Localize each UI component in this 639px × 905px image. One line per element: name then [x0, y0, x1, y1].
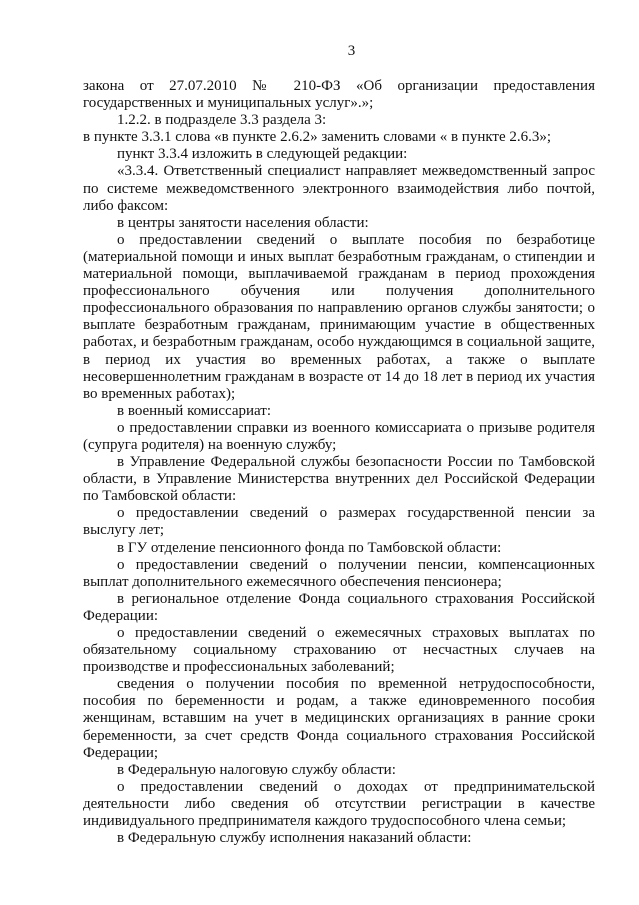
paragraph-insurance-payments: о предоставлении сведений о ежемесячных страховых выплатах по обязательному социальному страхованию от несчастных случаев на производстве и профессиональных заболеваний; [83, 625, 595, 676]
paragraph-tax-service: в Федеральную налоговую службу области: [117, 761, 396, 778]
paragraph-fsb-mvd: в Управление Федеральной службы безопасности России по Тамбовской области, в Управление Министерства внутренних дел Российской Федерации по Тамбовской области: [83, 454, 595, 505]
paragraph-pension-info: о предоставлении сведений о получении пенсии, компенсационных выплат дополнительного ежемесячного обеспечения пенсионера; [83, 556, 595, 590]
paragraph-item-3-3-1: в пункте 3.3.1 слова «в пункте 2.6.2» заменить словами « в пункте 2.6.3»; [83, 129, 552, 146]
paragraph-law-reference: закона от 27.07.2010 № 210-ФЗ «Об организации предоставления государственных и муниципальных услуг».»; [83, 78, 595, 112]
paragraph-social-insurance-fund: в региональное отделение Фонда социального страхования Российской Федерации: [83, 590, 595, 624]
paragraph-subsection-1-2-2: 1.2.2. в подразделе 3.3 раздела 3: [117, 112, 327, 129]
paragraph-military-commissariat: в военный комиссариат: [117, 402, 271, 419]
paragraph-business-income: о предоставлении сведений о доходах от предпринимательской деятельности либо сведения об отсутствии регистрации в качестве индивидуального предпринимателя каждого трудоспособного члена семьи; [83, 778, 595, 830]
paragraph-item-3-3-4-heading: пункт 3.3.4 изложить в следующей редакции: [117, 146, 408, 163]
paragraph-unemployment-benefits: о предоставлении сведений о выплате пособия по безработице (материальной помощи и иных выплат безработным гражданам, о стипендии и материальной помощи, выплачиваемой гражданам в период прохождения профессионального обучения или получения дополнительного профессионального образования по направлению органов службы занятости; о выплате безработным гражданам, принимающим участие в общественных работах, и безработным гражданам, особо нуждающимся в социальной защите, в период их участия во временных работах, а также о выплате несовершеннолетним гражданам в возрасте от 14 до 18 лет в период их участия во временных работах); [83, 231, 595, 402]
document-body [83, 78, 595, 847]
paragraph-pension-amount: о предоставлении сведений о размерах государственной пенсии за выслугу лет; [83, 505, 595, 539]
paragraph-disability-benefits: сведения о получении пособия по временной нетрудоспособности, пособия по беременности и родам, а также единовременного пособия женщинам, вставшим на учет в медицинских организациях в ранние сроки беременности, за счет средств Фонда социального страхования Российской Федерации; [83, 676, 595, 761]
paragraph-pension-fund: в ГУ отделение пенсионного фонда по Тамбовской области: [117, 539, 502, 556]
paragraph-military-certificate: о предоставлении справки из военного комиссариата о призыве родителя (супруга родителя) на военную службу; [83, 419, 595, 453]
paragraph-penitentiary-service: в Федеральную службу исполнения наказаний области: [117, 830, 472, 847]
page-number: 3 [347, 43, 356, 59]
paragraph-employment-centers: в центры занятости населения области: [117, 214, 369, 231]
paragraph-item-3-3-4: «3.3.4. Ответственный специалист направляет межведомственный запрос по системе межведомственного электронного взаимодействия либо почтой, либо факсом: [83, 163, 595, 214]
